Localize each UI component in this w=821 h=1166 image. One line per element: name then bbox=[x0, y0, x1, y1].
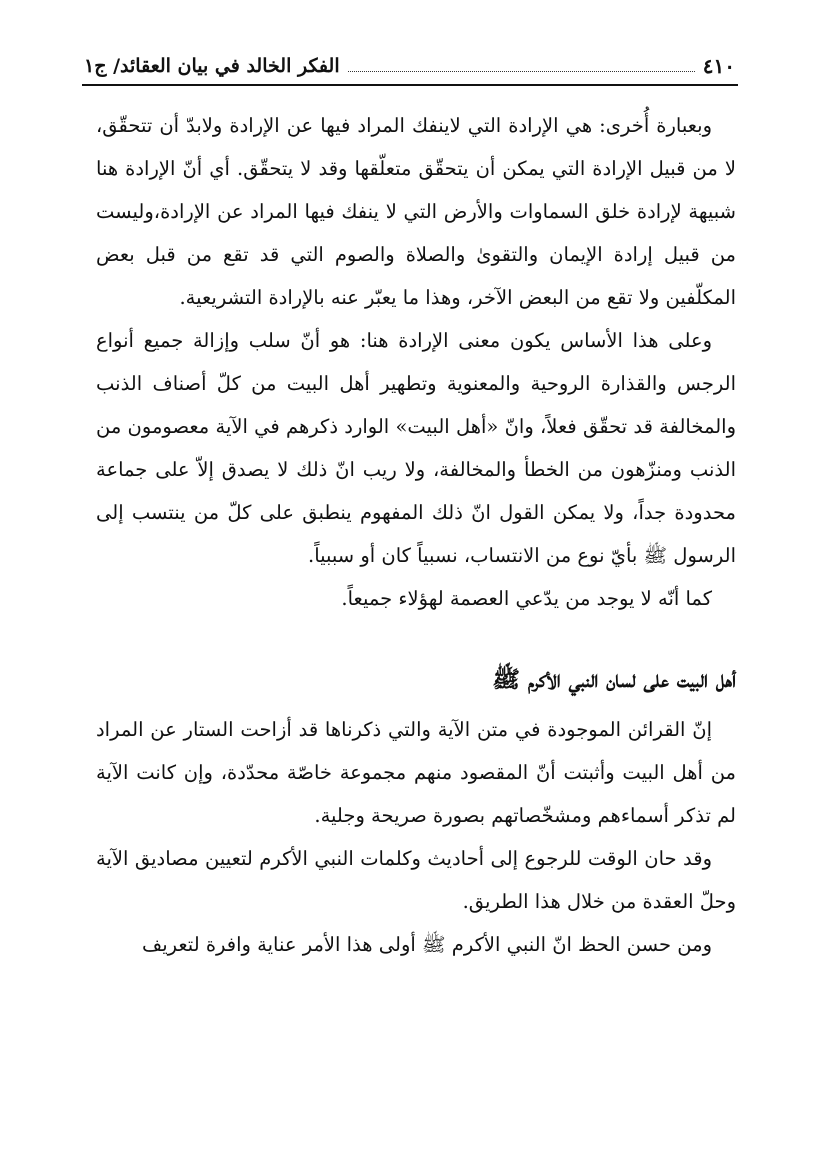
page-number: ٤١٠ bbox=[702, 54, 735, 78]
paragraph-3: كما أنّه لا يوجد من يدّعي العصمة لهؤلاء جميعاً. bbox=[341, 587, 712, 610]
page-header bbox=[84, 40, 735, 80]
body-text bbox=[96, 104, 736, 966]
section-paragraph-1: إنّ القرائن الموجودة في متن الآية والتي ذكرناها قد أزاحت الستار عن المراد من أهل البيت وأثبتت أنّ المقصود منهم مجموعة خاصّة محدّدة، وإن كانت الآية لم تذكر أسماءهم ومشخّصاتهم بصورة صريحة وجلية. bbox=[96, 718, 736, 827]
header-dotted-leader bbox=[348, 70, 695, 72]
paragraph-2: وعلى هذا الأساس يكون معنى الإرادة هنا: هو أنّ سلب وإزالة جميع أنواع الرجس والقذارة الروحية والمعنوية وتطهير أهل البيت من كلّ أصناف الذنب والمخالفة قد تحقّق فعلاً، وانّ «أهل البيت» الوارد ذكرهم في الآية معصومون من الذنب ومنزّهون من الخطأ والمخالفة، ولا ريب انّ ذلك لا يصدق إلاّ على جماعة محدودة جداً، ولا يمكن القول انّ ذلك المفهوم ينطبق على كلّ من ينتسب إلى الرسول ﷺ بأيّ نوع من الانتساب، نسبياً كان أو سببياً. bbox=[96, 329, 736, 567]
section-paragraph-2: وقد حان الوقت للرجوع إلى أحاديث وكلمات النبي الأكرم لتعيين مصاديق الآية وحلّ العقدة من خلال هذا الطريق. bbox=[96, 847, 736, 913]
running-title: الفكر الخالد في بيان العقائد/ ج١ bbox=[84, 55, 340, 77]
section-heading: أهل البيت على لسان النبي الأكرم ﷺ bbox=[492, 666, 736, 693]
paragraph-1: وبعبارة أُخرى: هي الإرادة التي لاينفك المراد فيها عن الإرادة ولابدّ أن تتحقّق، لا من قبيل الإرادة التي يمكن أن يتحقّق متعلّقها وقد لا يتحقّق. أي أنّ الإرادة هنا شبيهة لإرادة خلق السماوات والأرض التي لا ينفك فيها المراد عن الإرادة،وليست من قبيل إرادة الإيمان والتقوىٰ والصلاة والصوم التي قد تقع من قبل بعض المكلّفين ولا تقع من البعض الآخر، وهذا ما يعبّر عنه بالإرادة التشريعية. bbox=[96, 114, 736, 309]
header-rule bbox=[82, 84, 738, 86]
section-paragraph-3: ومن حسن الحظ انّ النبي الأكرم ﷺ أولى هذا الأمر عناية وافرة لتعريف bbox=[142, 933, 712, 956]
